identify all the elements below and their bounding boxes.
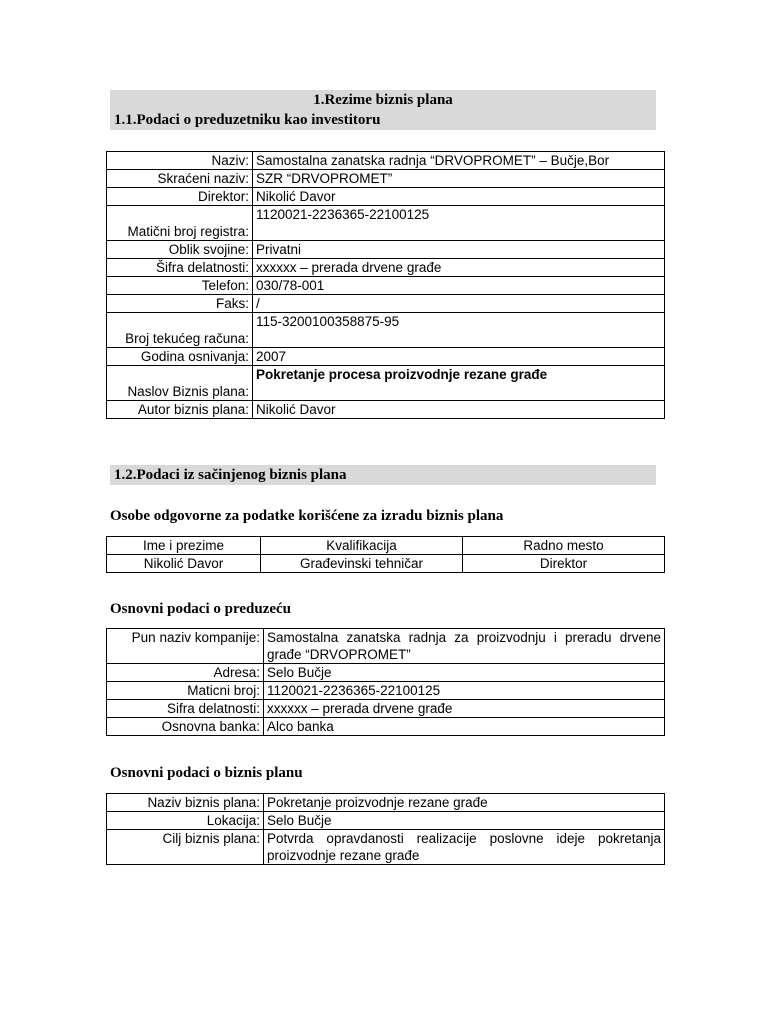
table-cell: Građevinski tehničar xyxy=(261,555,463,573)
plan-value: Selo Bučje xyxy=(264,812,665,830)
table-header-row xyxy=(107,537,665,555)
investor-value: 2007 xyxy=(253,348,665,366)
investor-value: 115-3200100358875-95 xyxy=(253,313,665,348)
persons-table xyxy=(106,536,665,573)
company-heading: Osnovni podaci o preduzeću xyxy=(110,601,292,617)
investor-label: Matični broj registra: xyxy=(107,206,253,241)
plan-heading: Osnovni podaci o biznis planu xyxy=(110,765,303,781)
investor-label: Autor biznis plana: xyxy=(107,401,253,419)
company-table xyxy=(106,628,665,736)
investor-label: Naziv: xyxy=(107,152,253,170)
investor-value: SZR “DRVOPROMET” xyxy=(253,170,665,188)
table-cell: Direktor xyxy=(463,555,665,573)
company-value: Selo Bučje xyxy=(264,664,665,682)
investor-label: Naslov Biznis plana: xyxy=(107,366,253,401)
persons-heading: Osobe odgovorne za podatke korišćene za izradu biznis plana xyxy=(110,508,504,524)
table-row xyxy=(107,152,665,170)
table-row xyxy=(107,348,665,366)
company-value: xxxxxx – prerada drvene građe xyxy=(264,700,665,718)
investor-table xyxy=(106,151,665,419)
investor-label: Oblik svojine: xyxy=(107,241,253,259)
plan-value: Pokretanje proizvodnje rezane građe xyxy=(264,794,665,812)
table-row xyxy=(107,366,665,401)
table-row xyxy=(107,629,665,664)
table-row xyxy=(107,718,665,736)
table-row xyxy=(107,206,665,241)
table-row xyxy=(107,277,665,295)
section1-title: 1.Rezime biznis plana xyxy=(313,92,453,108)
plan-label: Cilj biznis plana: xyxy=(107,830,264,865)
table-row xyxy=(107,830,665,865)
investor-label: Telefon: xyxy=(107,277,253,295)
investor-label: Godina osnivanja: xyxy=(107,348,253,366)
investor-value: 030/78-001 xyxy=(253,277,665,295)
plan-label: Naziv biznis plana: xyxy=(107,794,264,812)
plan-table xyxy=(106,793,665,865)
table-row xyxy=(107,682,665,700)
table-row xyxy=(107,812,665,830)
column-header: Radno mesto xyxy=(463,537,665,555)
table-row xyxy=(107,555,665,573)
investor-value: / xyxy=(253,295,665,313)
investor-label: Skraćeni naziv: xyxy=(107,170,253,188)
table-row xyxy=(107,188,665,206)
investor-label: Direktor: xyxy=(107,188,253,206)
section2-title: 1.2.Podaci iz sačinjenog biznis plana xyxy=(110,465,656,485)
company-value: 1120021-2236365-22100125 xyxy=(264,682,665,700)
company-label: Pun naziv kompanije: xyxy=(107,629,264,664)
investor-label: Broj tekućeg računa: xyxy=(107,313,253,348)
table-row xyxy=(107,700,665,718)
investor-value: Nikolić Davor xyxy=(253,188,665,206)
table-row xyxy=(107,794,665,812)
table-row xyxy=(107,401,665,419)
table-row xyxy=(107,313,665,348)
company-value: Samostalna zanatska radnja za proizvodnju i preradu drvene građe “DRVOPROMET” xyxy=(264,629,665,664)
table-row xyxy=(107,170,665,188)
plan-value: Potvrda opravdanosti realizacije poslovne ideje pokretanja proizvodnje rezane građe xyxy=(264,830,665,865)
investor-value: Nikolić Davor xyxy=(253,401,665,419)
company-label: Osnovna banka: xyxy=(107,718,264,736)
table-row xyxy=(107,295,665,313)
section1-subtitle: 1.1.Podaci o preduzetniku kao investitoru xyxy=(114,112,381,128)
table-row xyxy=(107,259,665,277)
plan-label: Lokacija: xyxy=(107,812,264,830)
investor-label: Šifra delatnosti: xyxy=(107,259,253,277)
table-row xyxy=(107,241,665,259)
investor-value: 1120021-2236365-22100125 xyxy=(253,206,665,241)
table-row xyxy=(107,664,665,682)
company-label: Maticni broj: xyxy=(107,682,264,700)
investor-value: Pokretanje procesa proizvodnje rezane građe xyxy=(253,366,665,401)
investor-value: xxxxxx – prerada drvene građe xyxy=(253,259,665,277)
company-value: Alco banka xyxy=(264,718,665,736)
investor-label: Faks: xyxy=(107,295,253,313)
section1-band xyxy=(110,90,656,130)
column-header: Ime i prezime xyxy=(107,537,261,555)
investor-value: Privatni xyxy=(253,241,665,259)
investor-value: Samostalna zanatska radnja “DRVOPROMET” – Bučje,Bor xyxy=(253,152,665,170)
column-header: Kvalifikacija xyxy=(261,537,463,555)
company-label: Adresa: xyxy=(107,664,264,682)
company-label: Sifra delatnosti: xyxy=(107,700,264,718)
table-cell: Nikolić Davor xyxy=(107,555,261,573)
